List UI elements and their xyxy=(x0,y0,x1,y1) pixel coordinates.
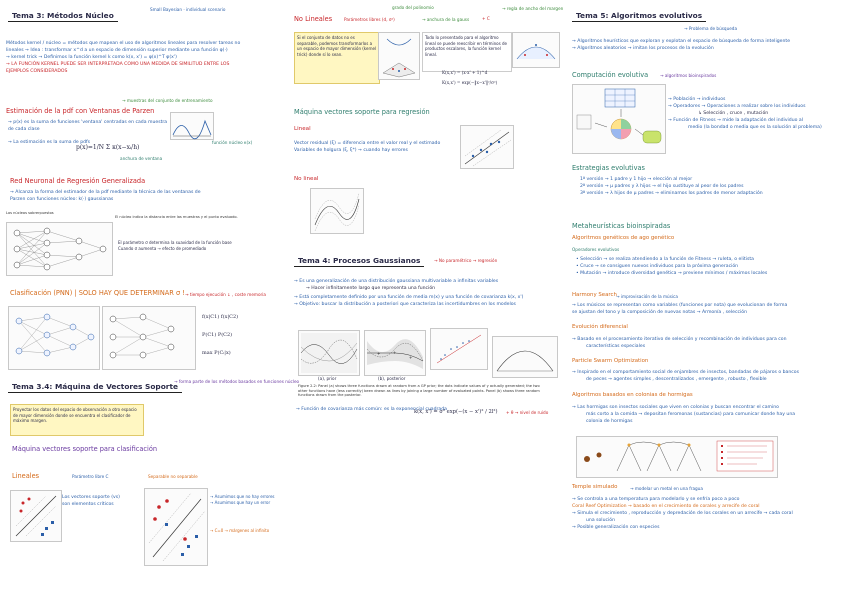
tema34-note: → forma parte de los métodos basados en funciones núcleo xyxy=(174,379,300,384)
cov-formula: k(x, x') = σ² exp(−(x − x')² / 2l²) xyxy=(414,409,498,415)
ga-line: • Cruce → se consiguen nuevos individuos para la próxima generación xyxy=(576,264,739,270)
ant-line: → Las hormigas son insectos sociales que viven en colonias y buscan encontrar el camino xyxy=(572,405,779,410)
comp-line: → Función de Fitness → mide la adaptación del individuo al xyxy=(668,118,803,124)
pnn-formulas xyxy=(200,306,276,368)
svg-text:+: + xyxy=(409,355,413,360)
nw-note: Cuando σ aumenta → efecto de promediado xyxy=(118,246,207,252)
reg-nonlin-heading: No lineal xyxy=(294,176,319,182)
gp-posterior-label: (b), posterior xyxy=(378,376,406,381)
pso-line: → Inspirado en el comportamiento social de enjambres de insectos, bandadas de pájaros o bancos xyxy=(572,370,800,375)
temple-heading: Temple simulado xyxy=(572,484,618,490)
parzen-line: → La estimación es la suma de pdfs xyxy=(8,140,91,146)
column-1 xyxy=(0,0,300,600)
lineales-note: Parámetro libre C xyxy=(72,474,109,479)
sep-note: Separable no separable xyxy=(148,474,198,479)
column-2 xyxy=(282,0,564,600)
temple-line: una solución xyxy=(586,518,616,524)
nw-note: El parámetro σ determina la suavidad de la función base xyxy=(118,240,232,245)
gp-posterior-figure xyxy=(364,330,426,376)
comp-line: → Población → individuos xyxy=(668,97,726,102)
svm-note: → Asumimos que hay un error xyxy=(210,500,271,506)
nw-line: Parzen con funciones núcleo: k(·) gaussianas xyxy=(10,197,114,203)
nonlin-tag-margin: → regla de ancho del margen xyxy=(502,6,564,11)
ae-block xyxy=(572,38,842,52)
comp-line: ↳ Selección , cruce , mutación xyxy=(698,111,769,117)
ant-heading: Algoritmos basados en colonias de hormigas xyxy=(572,392,693,398)
formula-poly: K(x,x') = (x·x' + 1)^d xyxy=(442,70,488,75)
parzen-line: → p(x) es la suma de funciones 'ventana' centradas en cada muestra xyxy=(8,120,168,125)
parzen-formula xyxy=(75,140,140,154)
comp-line: medio (la bondad o media que es la solución al problema) xyxy=(688,125,822,131)
temple-line: → Posible generalización con especies xyxy=(572,525,660,531)
reg-lineal-heading: Lineal xyxy=(294,126,311,132)
temple-line: Coral Reef Optimization → basado en el crecimiento de corales y arrecife de coral xyxy=(572,504,760,510)
ant-line: más corto a la comida → depositan feromonas (sustancias) para comunicar donde hay una xyxy=(586,412,796,418)
diff-line: características especiales xyxy=(586,344,646,350)
parzen-figure xyxy=(170,112,214,140)
svm-nonsep-figure xyxy=(144,488,208,566)
meta-heading: Metaheurísticas bioinspiradas xyxy=(572,222,671,230)
svg-text:max P(Cᵢ|x): max P(Cᵢ|x) xyxy=(202,350,231,356)
svg-text:+: + xyxy=(393,350,397,355)
reg-line: Vector residual (ξ) = diferencia entre el valor real y el estimado xyxy=(294,141,441,146)
reg-block xyxy=(294,140,454,154)
svg-text:f(x|C1) f(x|C2): f(x|C1) f(x|C2) xyxy=(202,314,239,320)
formula-rbf: K(x,x') = exp(−‖x−x'‖²/σ²) xyxy=(442,80,498,85)
nw-heading: Red Neuronal de Regresión Generalizada xyxy=(10,177,146,185)
tema4-title: Tema 4: Procesos Gaussianos xyxy=(294,255,424,267)
intro-line: → kernel trick → Definimos la función kernel k como k(x, x') = φ(x)^T φ(x') xyxy=(6,55,177,61)
svg-text:P(C1) P(C2): P(C1) P(C2) xyxy=(202,332,233,338)
temple-line: → Simula el crecimiento , reproducción y depredación de los corales en un arrecife → cada coral xyxy=(572,511,793,517)
gp-prior-label: (a), prior xyxy=(318,376,337,381)
diff-heading: Evolución diferencial xyxy=(572,324,628,330)
pnn-network-figure xyxy=(8,306,100,370)
svm-reg-heading: Máquina vectores soporte para regresión xyxy=(294,108,430,116)
pnn-network-figure-2 xyxy=(102,306,196,370)
comp-heading: Computación evolutiva xyxy=(572,71,649,79)
lineales-heading: Lineales xyxy=(12,472,40,480)
cov-line: → Función de covarianza más común: es la exponencial cuadrada xyxy=(296,407,447,412)
svm-notes xyxy=(62,494,142,508)
svg-text:+: + xyxy=(377,351,381,356)
gp-line: → Está completamente definido por una función de media m(x) y una función de covarianza k(x, x') xyxy=(294,295,524,301)
intro-block xyxy=(6,40,278,76)
tema34-title: Tema 3.4: Máquina de Vectores Soporte xyxy=(8,381,182,393)
temple-note: → modelar un metal en una fragua xyxy=(630,486,703,491)
gp-block xyxy=(294,278,562,308)
gp-prior-figure xyxy=(298,330,360,376)
kernel-surface-figure xyxy=(512,32,560,68)
parzen-width: anchura de ventana xyxy=(120,156,163,161)
tema5-note: → Problema de búsqueda xyxy=(684,26,738,31)
pnn-note: → tiempo ejecución ↓ , coste memoria xyxy=(185,292,266,297)
intro-line: lineales → Idea : transformar x^d a un espacio de dimensión superior mediante una función φ(·) xyxy=(6,48,228,54)
svm-class-heading: Máquina vectores soporte para clasificación xyxy=(12,445,158,453)
harmony-line: → Los músicos se representan como variables (funciones por nota) que evolucionan de forma xyxy=(572,303,788,308)
parzen-line: de cada clase xyxy=(8,127,40,133)
nonlin-note: Parámetros libres (d, σ²) xyxy=(344,17,395,22)
temple-line: → Se controla a una temperatura para modelarlo y se enfría poco a poco xyxy=(572,497,740,502)
intro-line: EJEMPLOS CONSIDERADOS xyxy=(6,69,68,75)
nw-box-text: El núcleo indica la distancia entre las muestras y el punto evaluado. xyxy=(115,215,238,219)
gp-caption: Figure 2.2: Panel (a) shows three functions drawn at random from a GP prior; the dots indicate values of y actually generated; the two other functions have (less correctly) been drawn as lines by joining a large number of evaluated points. Panel (b) shows three random functions drawn from the posterior. xyxy=(298,384,540,398)
gp-line: → Objetivo: buscar la distribución a posteriori que caracteriza las incertidumbres en los modelos xyxy=(294,302,516,308)
svg-text:p(x)=1/N Σ κ(x−xᵢ/h): p(x)=1/N Σ κ(x−xᵢ/h) xyxy=(76,144,140,151)
pso-heading: Particle Swarm Optimization xyxy=(572,358,649,364)
nonlin-box-2: Todo lo presentado para el algoritmo lineal se puede reescribir en términos de productos escalares, la función kernel lineal. xyxy=(422,32,512,72)
svm-nonsep-notes xyxy=(210,494,280,535)
tema5-title: Tema 5: Algoritmos evolutivos xyxy=(572,10,706,22)
kernel-map-figure xyxy=(378,32,420,80)
intro-line: Métodos kernel / núcleo = métodos que mapean el uso de algoritmos lineales para resolver tareas no xyxy=(6,41,241,46)
tema3-title: Tema 3: Métodos Núcleo xyxy=(8,10,118,22)
ae-line: → Algoritmos heurísticos que exploran y explotan el espacio de búsqueda de forma inteligente xyxy=(572,39,791,44)
ga-ops: Operadores evolutivos xyxy=(572,247,620,252)
gp-line: → Es una generalización de una distribución gaussiana multivariable a infinitas variables xyxy=(294,279,499,284)
diff-line: → Basado en el procesamiento iterativo de selección y recombinación de individuos para con xyxy=(572,337,787,342)
svm-note: son elementos críticos xyxy=(62,502,114,508)
ant-colony-figure xyxy=(576,436,778,478)
intro-line: → LA FUNCIÓN KERNEL PUEDE SER INTERPRETADA COMO UNA MEDIDA DE SIMILITUD ENTRE LOS xyxy=(6,62,230,68)
nw-line: → Alcanza la forma del estimador de la pdf mediante la técnica de las ventanas de xyxy=(10,190,201,195)
ga-heading: Algoritmos genéticos de ago genético xyxy=(572,235,675,241)
parzen-note: → muestras del conjunto de entrenamiento xyxy=(122,98,213,103)
harmony-note: → improvisación de la música xyxy=(616,294,678,299)
svm-note: Los vectores soporte (vs) xyxy=(62,495,120,500)
ant-block xyxy=(572,404,842,425)
harmony-line: se ajustan del tono y la composición de nuevas notas → Armonía , selección xyxy=(572,310,747,316)
ga-block xyxy=(576,256,842,277)
nonlin-tag-degree: grado del polinomio xyxy=(392,5,434,10)
nonlin-box-1: Si el conjunto de datos no es separable, podemos transformarlos a un espacio de mayor dimensión (kernel trick) donde sí lo sean. xyxy=(294,32,380,84)
nw-box-title: Los núcleos sobrerpuestos xyxy=(6,211,54,215)
nonlin-tag-c: + C xyxy=(482,16,490,21)
comp-block xyxy=(668,96,844,132)
nw-block xyxy=(10,189,278,203)
svm-note: → Asumimos que no hay errores xyxy=(210,494,275,499)
cov-block xyxy=(296,406,447,413)
cov-tail: + θ → nivel de ruido xyxy=(506,410,549,415)
reg-line: Variables de holgura (ξ, ξ*) → cuando hay errores xyxy=(294,148,408,154)
pso-block xyxy=(572,369,842,383)
tema4-note: → No paramétrico → regresión xyxy=(434,258,498,263)
gp-dist-figure xyxy=(492,336,558,378)
gp-line: → Hacer infinitamente largo que representa una función xyxy=(306,286,436,292)
nonlin-tag-gauss: → anchura de la gauss xyxy=(422,17,470,22)
ae-line: → Algoritmos aleatorios → imitan los procesos de la evolución xyxy=(572,46,714,52)
pnn-heading: Clasificación (PNN) | SOLO HAY QUE DETERMINAR σ ! xyxy=(10,289,185,297)
column-3 xyxy=(564,0,848,600)
svm-linear-figure xyxy=(10,490,62,542)
svr-nonlin-figure xyxy=(310,188,364,234)
evolutionary-cycle-figure xyxy=(572,84,666,154)
temple-block xyxy=(572,496,842,532)
harmony-heading: Harmony Search xyxy=(572,292,617,298)
svm-box: Proyectar los datos del espacio de observación a otro espacio de mayor dimensión donde se encuentra el clasificador de máximo margen. xyxy=(10,404,144,436)
comp-line: → Operadores → Operaciones a realizar sobre los individuos xyxy=(668,104,806,110)
strat-line: 1ª versión → 1 padre y 1 hijo → elección al mejor xyxy=(580,177,693,182)
tema3-note: Small Bayesian · individual scenario xyxy=(150,7,226,12)
strat-line: 3ª versión → λ hijos de μ padres → eliminamos los padres de menor adaptación xyxy=(580,191,763,197)
nonlin-heading: No Lineales xyxy=(294,15,333,23)
svm-note: → C=0 → márgenes al infinito xyxy=(210,528,270,534)
nw-notes xyxy=(118,240,278,252)
ga-line: • Mutación → introduce diversidad genética → previene mínimos / máximos locales xyxy=(576,271,768,277)
ga-line: • Selección → se realiza atendiendo a la función de Fitness → ruleta, o elitista xyxy=(576,257,754,262)
ant-line: colonia de hormigas xyxy=(586,419,633,425)
harmony-block xyxy=(572,302,842,316)
nw-network-figure xyxy=(6,222,113,276)
comp-note: → algoritmos bioinspirados xyxy=(660,73,717,78)
parzen-heading: Estimación de la pdf con Ventanas de Parzen xyxy=(6,107,155,115)
gp-kernel-figure xyxy=(430,328,488,370)
pso-line: de peces → agentes simples , descentralizados , emergente , robusto , flexible xyxy=(586,377,767,383)
svr-figure xyxy=(460,125,514,169)
strat-heading: Estrategias evolutivas xyxy=(572,164,645,172)
strat-block xyxy=(580,176,842,197)
strat-line: 2ª versión → μ padres y λ hijos → el hijo sustituye al peor de los padres xyxy=(580,184,744,190)
diff-block xyxy=(572,336,842,350)
parzen-kernel: función núcleo κ(x) xyxy=(212,140,253,145)
